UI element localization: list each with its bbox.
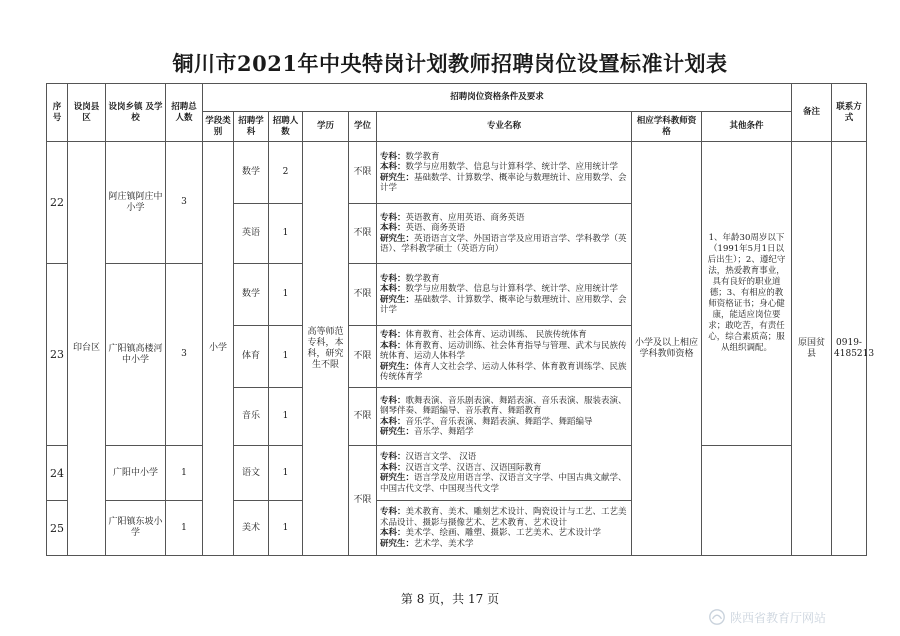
count-cell: 1 bbox=[269, 204, 303, 264]
recruitment-table bbox=[46, 83, 875, 556]
total-cell: 3 bbox=[166, 264, 203, 446]
major-cell: 专科：歌舞表演、音乐剧表演、舞蹈表演、音乐表演、服装表演、钢琴伴奏、舞蹈编导、音乐教育、舞蹈教育 本科：音乐学、音乐表演、舞蹈表演、舞蹈学、舞蹈编导 研究生：音乐学、舞蹈学 bbox=[377, 388, 632, 446]
table-row bbox=[47, 446, 867, 501]
major-cell: 专科：英语教育、应用英语、商务英语 本科：英语、商务英语 研究生：英语语言文学、外国语言学及应用语言学、学科教学（英语）、学科教学硕士（英语方向） bbox=[377, 204, 632, 264]
degree-cell: 不限 bbox=[349, 388, 377, 446]
header-major: 专业名称 bbox=[377, 112, 632, 142]
other-conditions-empty bbox=[702, 446, 792, 556]
other-conditions-cell: 1、年龄30周岁以下（1991年5月1日以后出生）；2、遵纪守法，热爱教育事业，具有良好的职业道德；3、有相应的教师资格证书；身心健康，能适应岗位要求；敢吃苦，有责任心，综合素质高；服从组织调配。 bbox=[702, 142, 792, 446]
education-cell: 高等师范专科，本科，研究生不限 bbox=[303, 142, 349, 556]
degree-cell: 不限 bbox=[349, 446, 377, 556]
total-cell: 3 bbox=[166, 142, 203, 264]
county-cell: 印台区 bbox=[68, 142, 106, 556]
header-contact: 联系方式 bbox=[832, 84, 867, 142]
major-cell: 专科：汉语言文学、 汉语 本科：汉语言文学、汉语言、汉语国际教育 研究生：语言学及应用语言学、汉语言文字学、中国古典文献学、中国古代文学、中国现当代文学 bbox=[377, 446, 632, 501]
total-cell: 1 bbox=[166, 501, 203, 556]
header-conditions: 招聘岗位资格条件及要求 bbox=[203, 84, 792, 112]
subject-cell: 体育 bbox=[234, 326, 269, 388]
header-degree: 学位 bbox=[349, 112, 377, 142]
subject-cell: 语文 bbox=[234, 446, 269, 501]
page-number: 第 8 页，共 17 页 bbox=[400, 592, 500, 606]
header-county: 设岗县区 bbox=[68, 84, 106, 142]
degree-cell: 不限 bbox=[349, 264, 377, 326]
header-level: 学段类别 bbox=[203, 112, 234, 142]
header-subject: 招聘学科 bbox=[234, 112, 269, 142]
school-cell: 广阳镇东坡小学 bbox=[106, 501, 166, 556]
degree-cell: 不限 bbox=[349, 326, 377, 388]
major-cell: 专科：体育教育、社会体育、运动训练、 民族传统体育 本科：体育教育、运动训练、社会体育指导与管理、武术与民族传统体育、运动人体科学 研究生：体育人文社会学、运动人体科学、体育教育训练学、民族传统体育学 bbox=[377, 326, 632, 388]
seq-cell: 25 bbox=[47, 501, 68, 556]
subject-cell: 英语 bbox=[234, 204, 269, 264]
table-row bbox=[47, 142, 867, 204]
contact-cell: 0919-4185213 bbox=[832, 142, 867, 556]
count-cell: 1 bbox=[269, 388, 303, 446]
watermark-text: 陕西省教育厅网站 bbox=[730, 610, 827, 625]
degree-cell: 不限 bbox=[349, 142, 377, 204]
header-seq: 序号 bbox=[47, 84, 68, 142]
subject-cell: 音乐 bbox=[234, 388, 269, 446]
qualification-cell: 小学及以上相应学科教师资格 bbox=[632, 142, 702, 556]
count-cell: 1 bbox=[269, 326, 303, 388]
header-remark: 备注 bbox=[792, 84, 832, 142]
site-watermark bbox=[708, 604, 900, 630]
subject-cell: 数学 bbox=[234, 142, 269, 204]
count-cell: 2 bbox=[269, 142, 303, 204]
seq-cell: 22 bbox=[47, 142, 68, 264]
header-total: 招聘总人数 bbox=[166, 84, 203, 142]
count-cell: 1 bbox=[269, 264, 303, 326]
major-cell: 专科：美术教育、美术、雕刻艺术设计、陶瓷设计与工艺、工艺美术品设计、摄影与摄像艺术、艺术教育、艺术设计 本科：美术学、绘画、雕塑、摄影、工艺美术、艺术设计学 研究生：艺术学、美术学 bbox=[377, 501, 632, 556]
count-cell: 1 bbox=[269, 501, 303, 556]
school-cell: 广阳镇高楼河中小学 bbox=[106, 264, 166, 446]
school-cell: 广阳中小学 bbox=[106, 446, 166, 501]
level-cell: 小学 bbox=[203, 142, 234, 556]
subject-cell: 美术 bbox=[234, 501, 269, 556]
total-cell: 1 bbox=[166, 446, 203, 501]
page-title: 铜川市2021年中央特岗计划教师招聘岗位设置标准计划表 bbox=[172, 51, 728, 76]
school-cell: 阿庄镇阿庄中小学 bbox=[106, 142, 166, 264]
header-qualification: 相应学科教师资格 bbox=[632, 112, 702, 142]
subject-cell: 数学 bbox=[234, 264, 269, 326]
header-other: 其他条件 bbox=[702, 112, 792, 142]
header-education: 学历 bbox=[303, 112, 349, 142]
watermark-logo-icon bbox=[708, 608, 726, 626]
seq-cell: 23 bbox=[47, 264, 68, 446]
remark-cell: 原国贫县 bbox=[792, 142, 832, 556]
header-school: 设岗乡镇 及学校 bbox=[106, 84, 166, 142]
degree-cell: 不限 bbox=[349, 204, 377, 264]
header-count: 招聘人数 bbox=[269, 112, 303, 142]
count-cell: 1 bbox=[269, 446, 303, 501]
major-cell: 专科：数学教育 本科：数学与应用数学、信息与计算科学、统计学、应用统计学 研究生：基础数学、计算数学、概率论与数理统计、应用数学、会计学 bbox=[377, 142, 632, 204]
seq-cell: 24 bbox=[47, 446, 68, 501]
major-cell: 专科：数学教育 本科：数学与应用数学、信息与计算科学、统计学、应用统计学 研究生：基础数学、计算数学、概率论与数理统计、应用数学、会计学 bbox=[377, 264, 632, 326]
